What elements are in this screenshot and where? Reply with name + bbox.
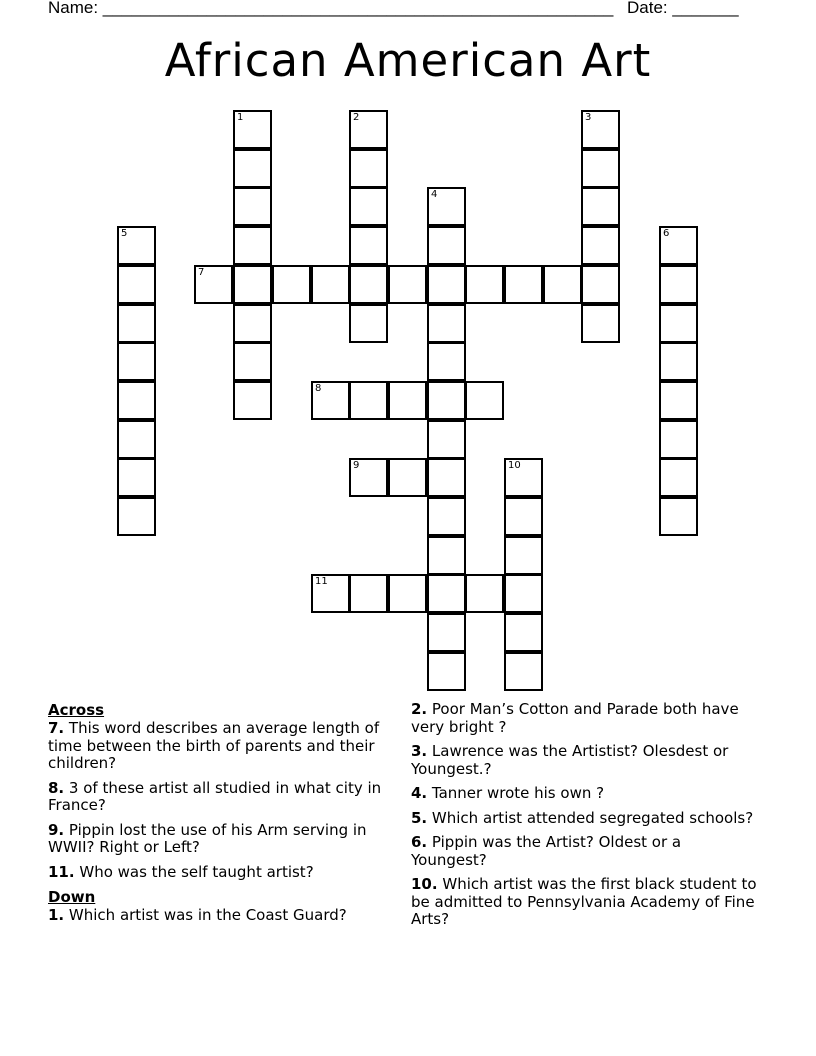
- crossword-cell[interactable]: [659, 342, 698, 381]
- clue-text: Lawrence was the Artistist? Olesdest or Youngest.?: [411, 742, 729, 778]
- clue-number: 9.: [48, 820, 65, 839]
- clue-across-7: [48, 720, 388, 773]
- crossword-cell[interactable]: [117, 226, 156, 265]
- clue-across-9: [48, 822, 388, 857]
- crossword-cell[interactable]: [233, 187, 272, 226]
- crossword-cell[interactable]: [349, 304, 388, 343]
- clue-down-1: [48, 907, 388, 925]
- crossword-cell[interactable]: [117, 497, 156, 536]
- clue-text: Which artist attended segregated schools?: [431, 808, 754, 827]
- clue-number-label: 2: [353, 112, 360, 123]
- date-field-label: Date: _______: [627, 0, 739, 17]
- crossword-cell[interactable]: [349, 265, 388, 304]
- crossword-cell[interactable]: [311, 574, 350, 613]
- crossword-cell[interactable]: [388, 574, 427, 613]
- crossword-cell[interactable]: [194, 265, 233, 304]
- crossword-cell[interactable]: [504, 574, 543, 613]
- crossword-cell[interactable]: [427, 497, 466, 536]
- crossword-cell[interactable]: [543, 265, 582, 304]
- crossword-cell[interactable]: [581, 265, 620, 304]
- clue-text: Pippin lost the use of his Arm serving in WWII? Right or Left?: [48, 820, 367, 856]
- crossword-cell[interactable]: [581, 110, 620, 149]
- crossword-cell[interactable]: [349, 226, 388, 265]
- clue-down-5: [411, 810, 761, 828]
- crossword-cell[interactable]: [581, 226, 620, 265]
- clue-number: 4.: [411, 784, 428, 802]
- clue-number: 1.: [48, 906, 65, 924]
- clue-number-label: 6: [663, 228, 670, 239]
- crossword-cell[interactable]: [427, 574, 466, 613]
- crossword-cell[interactable]: [581, 149, 620, 188]
- clue-number: 8.: [48, 778, 65, 797]
- crossword-cell[interactable]: [659, 304, 698, 343]
- crossword-cell[interactable]: [427, 342, 466, 381]
- crossword-cell[interactable]: [349, 574, 388, 613]
- crossword-cell[interactable]: [233, 226, 272, 265]
- crossword-cell[interactable]: [233, 381, 272, 420]
- crossword-cell[interactable]: [581, 187, 620, 226]
- crossword-cell[interactable]: [311, 381, 350, 420]
- crossword-cell[interactable]: [388, 381, 427, 420]
- clue-number-label: 5: [121, 228, 128, 239]
- crossword-cell[interactable]: [427, 381, 466, 420]
- crossword-cell[interactable]: [117, 342, 156, 381]
- crossword-cell[interactable]: [427, 613, 466, 652]
- clue-text: Which artist was in the Coast Guard?: [68, 906, 347, 924]
- clue-number-label: 9: [353, 460, 360, 471]
- across-heading: Across: [48, 701, 105, 719]
- clue-down-2: [411, 701, 761, 736]
- crossword-cell[interactable]: [659, 420, 698, 459]
- down-clue-list: [48, 907, 388, 925]
- across-clue-list: [48, 720, 388, 881]
- crossword-cell[interactable]: [233, 342, 272, 381]
- clue-text: 3 of these artist all studied in what city in France?: [48, 778, 382, 814]
- clue-down-3: [411, 743, 761, 778]
- crossword-cell[interactable]: [349, 187, 388, 226]
- clues-column-right: [411, 701, 761, 936]
- crossword-cell[interactable]: [349, 381, 388, 420]
- crossword-cell[interactable]: [659, 381, 698, 420]
- crossword-cell[interactable]: [504, 536, 543, 575]
- crossword-cell[interactable]: [427, 652, 466, 691]
- crossword-cell[interactable]: [427, 187, 466, 226]
- crossword-cell[interactable]: [117, 304, 156, 343]
- crossword-cell[interactable]: [117, 265, 156, 304]
- crossword-cell[interactable]: [427, 226, 466, 265]
- crossword-cell[interactable]: [427, 265, 466, 304]
- crossword-cell[interactable]: [349, 110, 388, 149]
- clue-text: This word describes an average length of time between the birth of parents and their children?: [48, 719, 380, 772]
- crossword-cell[interactable]: [427, 420, 466, 459]
- crossword-cell[interactable]: [272, 265, 311, 304]
- crossword-cell[interactable]: [233, 110, 272, 149]
- worksheet-header: [48, 0, 748, 20]
- crossword-cell[interactable]: [504, 497, 543, 536]
- crossword-cell[interactable]: [233, 149, 272, 188]
- clue-number: 5.: [411, 808, 428, 827]
- clue-down-6: [411, 834, 761, 869]
- clue-number-label: 10: [508, 460, 521, 471]
- clue-number: 11.: [48, 862, 75, 881]
- crossword-cell[interactable]: [659, 265, 698, 304]
- crossword-cell[interactable]: [427, 458, 466, 497]
- crossword-cell[interactable]: [233, 304, 272, 343]
- clue-number: 7.: [48, 719, 65, 737]
- crossword-cell[interactable]: [427, 304, 466, 343]
- crossword-cell[interactable]: [504, 458, 543, 497]
- clue-number-label: 8: [315, 383, 322, 394]
- crossword-cell[interactable]: [117, 458, 156, 497]
- clue-number-label: 11: [315, 576, 328, 587]
- clue-text: Which artist was the first black student to be admitted to Pennsylvania Academy of Fine Arts?: [411, 875, 757, 928]
- crossword-cell[interactable]: [504, 265, 543, 304]
- clue-down-10: [411, 876, 761, 929]
- down-heading: Down: [48, 888, 96, 906]
- clue-number: 6.: [411, 833, 428, 851]
- clue-across-11: [48, 864, 388, 882]
- crossword-cell[interactable]: [311, 265, 350, 304]
- crossword-cell[interactable]: [388, 458, 427, 497]
- name-field-label: Name: ______________________________________________________: [48, 0, 614, 17]
- clue-number-label: 4: [431, 189, 438, 200]
- crossword-cell[interactable]: [427, 536, 466, 575]
- crossword-cell[interactable]: [388, 265, 427, 304]
- clue-text: Pippin was the Artist? Oldest or a Youngest?: [411, 833, 682, 869]
- page-title: African American Art: [164, 34, 652, 87]
- clue-text: Poor Man’s Cotton and Parade both have very bright ?: [411, 700, 739, 736]
- clue-number-label: 1: [237, 112, 244, 123]
- clue-number: 10.: [411, 875, 438, 893]
- clue-number-label: 3: [585, 112, 592, 123]
- clue-number: 2.: [411, 700, 428, 718]
- crossword-cell[interactable]: [349, 149, 388, 188]
- crossword-cell[interactable]: [117, 381, 156, 420]
- clue-down-4: [411, 785, 761, 803]
- crossword-cell[interactable]: [465, 265, 504, 304]
- crossword-cell[interactable]: [504, 613, 543, 652]
- clue-number: 3.: [411, 742, 428, 760]
- crossword-cell[interactable]: [465, 574, 504, 613]
- clues-column-left: [48, 701, 388, 932]
- crossword-cell[interactable]: [349, 458, 388, 497]
- crossword-cell[interactable]: [504, 652, 543, 691]
- crossword-cell[interactable]: [581, 304, 620, 343]
- clue-across-8: [48, 780, 388, 815]
- crossword-cell[interactable]: [659, 226, 698, 265]
- clue-number-label: 7: [198, 267, 205, 278]
- crossword-cell[interactable]: [659, 458, 698, 497]
- crossword-cell[interactable]: [659, 497, 698, 536]
- crossword-cell[interactable]: [117, 420, 156, 459]
- crossword-cell[interactable]: [233, 265, 272, 304]
- clue-text: Who was the self taught artist?: [79, 862, 314, 881]
- clue-text: Tanner wrote his own ?: [431, 784, 605, 802]
- crossword-cell[interactable]: [465, 381, 504, 420]
